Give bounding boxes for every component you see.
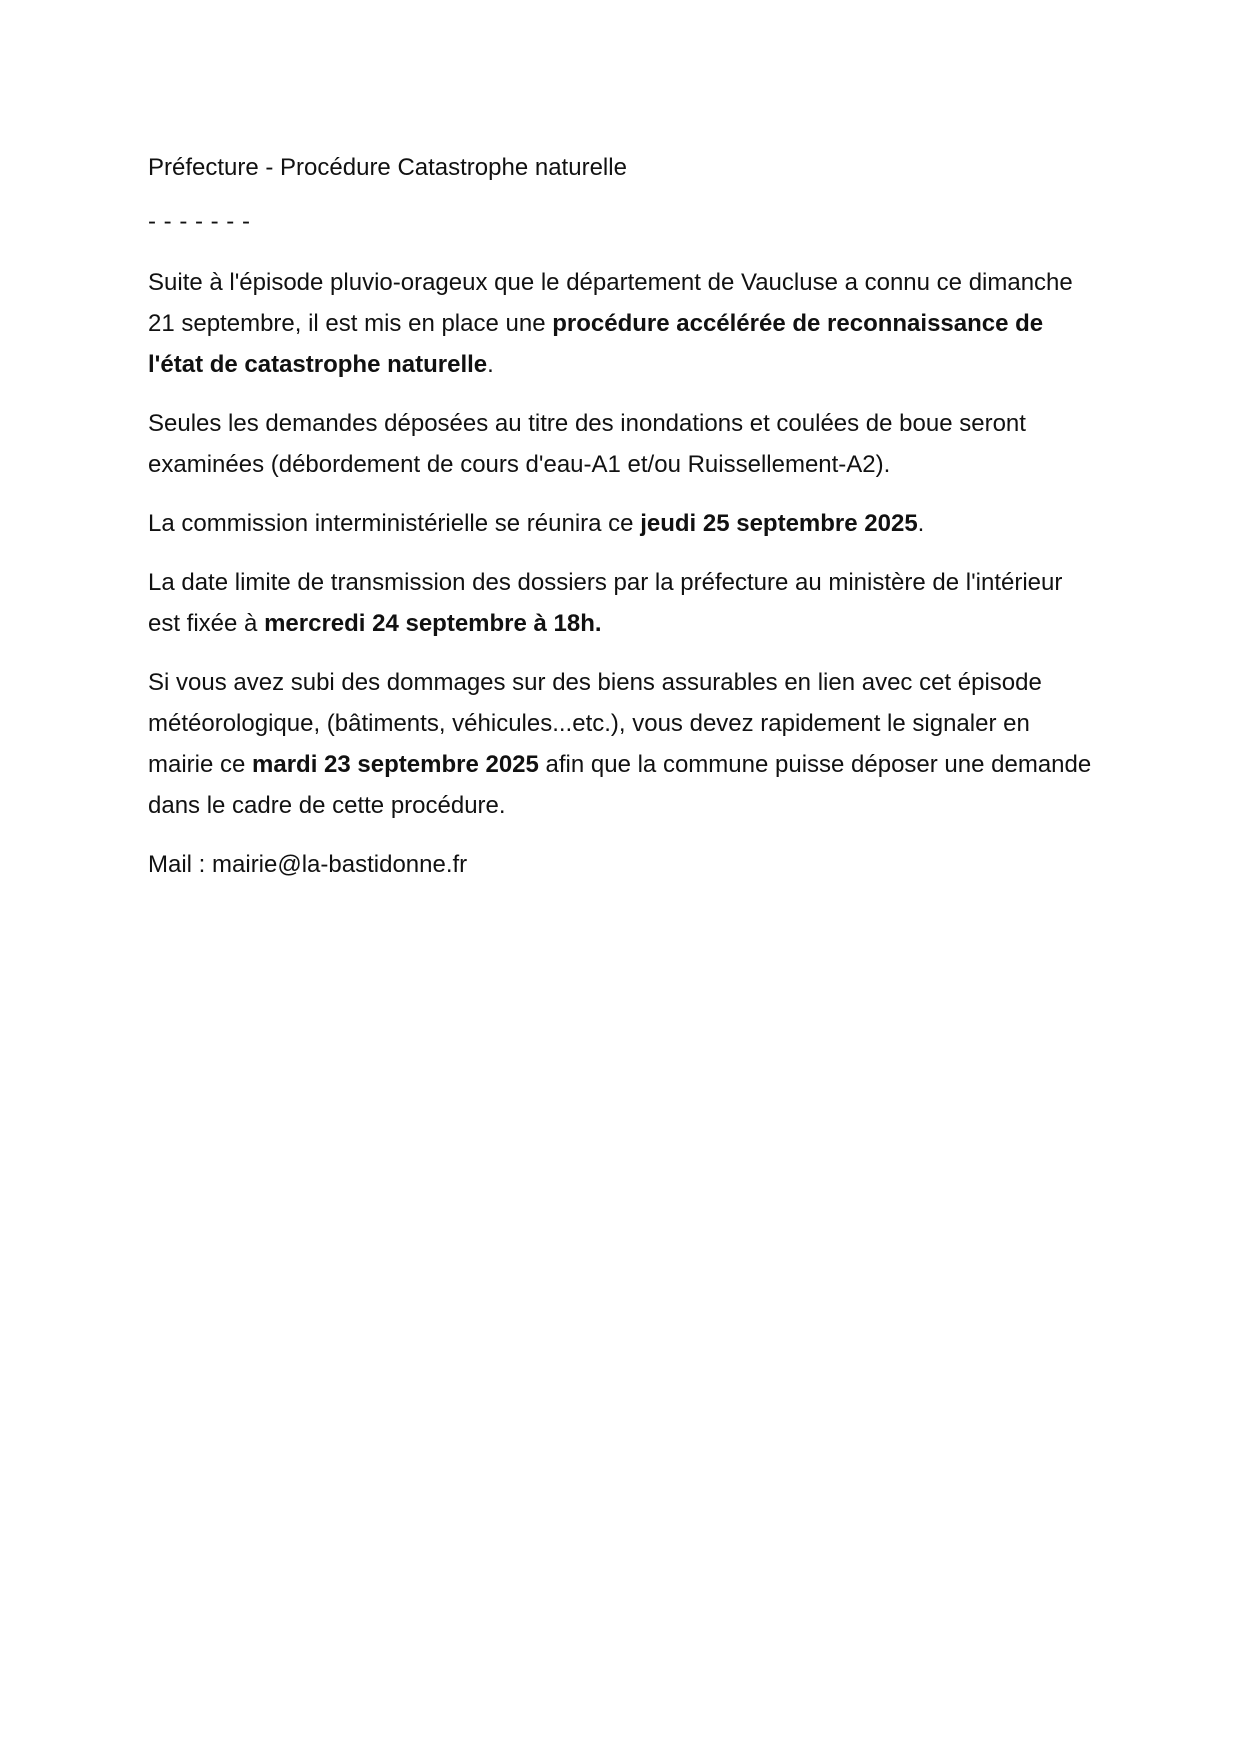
paragraph-text: La date limite de transmission des dossiers par la préfecture au ministère de l'intérieur est fixée à — [148, 569, 1063, 637]
bold-commission-date: jeudi 25 septembre 2025 — [640, 510, 918, 537]
document-page — [148, 148, 1098, 903]
paragraph-text: Suite à l'épisode pluvio-orageux que le département de Vaucluse a connu ce dimanche 21 septembre, il est mis en place une — [148, 269, 1073, 337]
mail-label: Mail : — [148, 851, 213, 878]
paragraph-text: Si vous avez subi des dommages sur des biens assurables en lien avec cet épisode météorologique, (bâtiments, véhicules...etc.), vous devez rapidement le signaler en mairie ce — [148, 669, 1042, 778]
paragraph-text: Seules les demandes déposées au titre des inondations et coulées de boue seront examinées (débordement de cours d'eau-A1 et/ou Ruissellement-A2). — [148, 410, 1026, 478]
paragraph-mail — [148, 844, 1098, 885]
paragraph-procedure — [148, 262, 1098, 385]
paragraph-commission — [148, 503, 1098, 544]
paragraph-deadline — [148, 562, 1098, 644]
bold-deadline-date: mercredi 24 septembre à 18h. — [264, 610, 602, 637]
paragraph-text: . — [917, 510, 925, 537]
separator-line: - - - - - - - — [148, 208, 251, 235]
bold-mairie-date: mardi 23 septembre 2025 — [252, 751, 539, 778]
paragraph-text: afin que la commune puisse déposer une demande dans le cadre de cette procédure. — [148, 751, 1092, 819]
paragraph-dommages — [148, 662, 1098, 826]
paragraph-text: La commission interministérielle se réunira ce — [148, 510, 641, 537]
bold-procedure: procédure accélérée de reconnaissance de l'état de catastrophe naturelle — [148, 310, 1044, 378]
paragraph-text: . — [487, 351, 494, 378]
document-title: Préfecture - Procédure Catastrophe naturelle — [148, 154, 627, 181]
mail-address: mairie@la-bastidonne.fr — [212, 851, 468, 878]
paragraph-demandes — [148, 403, 1098, 485]
